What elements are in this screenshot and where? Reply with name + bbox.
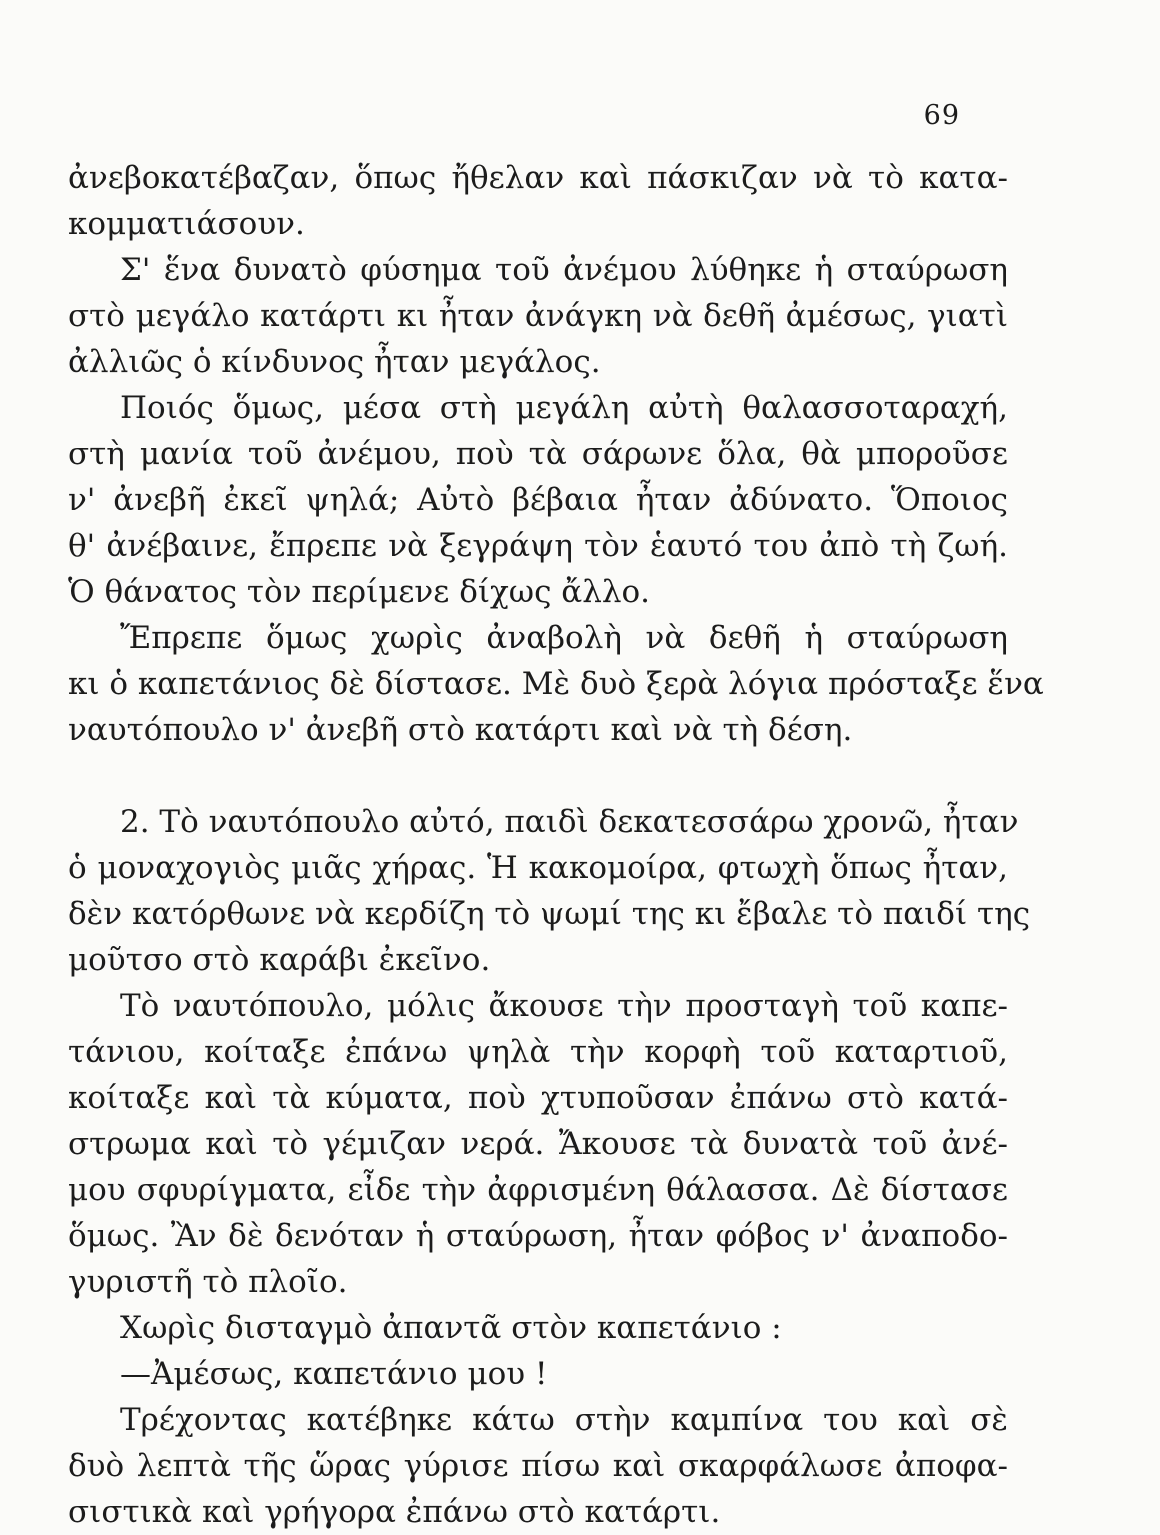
page-number: 69 xyxy=(923,100,960,131)
text-line: στὸ μεγάλο κατάρτι κι ἦταν ἀνάγκη νὰ δεθῆ ἀμέσως, γιατὶ xyxy=(68,298,1008,334)
text-line: —Ἀμέσως, καπετάνιο μου ! xyxy=(120,1356,548,1392)
text-line: δυὸ λεπτὰ τῆς ὥρας γύρισε πίσω καὶ σκαρφάλωσε ἀποφα- xyxy=(68,1448,1008,1484)
text-line: μου σφυρίγματα, εἶδε τὴν ἀφρισμένη θάλασσα. Δὲ δίστασε xyxy=(68,1172,1008,1208)
text-line: κοίταξε καὶ τὰ κύματα, ποὺ χτυποῦσαν ἐπάνω στὸ κατά- xyxy=(68,1080,1008,1116)
text-line: ναυτόπουλο ν' ἀνεβῆ στὸ κατάρτι καὶ νὰ τὴ δέση. xyxy=(68,712,853,748)
text-line: στὴ μανία τοῦ ἀνέμου, ποὺ τὰ σάρωνε ὅλα, θὰ μποροῦσε xyxy=(68,436,1008,472)
text-line: κομματιάσουν. xyxy=(68,206,305,242)
text-line: τάνιου, κοίταξε ἐπάνω ψηλὰ τὴν κορφὴ τοῦ καταρτιοῦ, xyxy=(68,1034,1008,1070)
text-line: σιστικὰ καὶ γρήγορα ἐπάνω στὸ κατάρτι. xyxy=(68,1494,721,1530)
text-line: Τρέχοντας κατέβηκε κάτω στὴν καμπίνα του καὶ σὲ xyxy=(120,1402,1008,1438)
text-line: Τὸ ναυτόπουλο, μόλις ἄκουσε τὴν προσταγὴ τοῦ καπε- xyxy=(120,988,1008,1024)
text-line: Χωρὶς δισταγμὸ ἀπαντᾶ στὸν καπετάνιο : xyxy=(120,1310,782,1346)
text-line: γυριστῆ τὸ πλοῖο. xyxy=(68,1264,348,1300)
text-line: δὲν κατόρθωνε νὰ κερδίζη τὸ ψωμί της κι ἔβαλε τὸ παιδί της xyxy=(68,896,1031,932)
text-line: Σ' ἕνα δυνατὸ φύσημα τοῦ ἀνέμου λύθηκε ἡ σταύρωση xyxy=(120,252,1008,288)
text-line: μοῦτσο στὸ καράβι ἐκεῖνο. xyxy=(68,942,491,978)
text-line: στρωμα καὶ τὸ γέμιζαν νερά. Ἄκουσε τὰ δυνατὰ τοῦ ἀνέ- xyxy=(68,1126,1008,1162)
text-line: Ὁ θάνατος τὸν περίμενε δίχως ἄλλο. xyxy=(68,574,651,610)
text-line: ἀνεβοκατέβαζαν, ὅπως ἤθελαν καὶ πάσκιζαν νὰ τὸ κατα- xyxy=(68,160,1008,196)
text-line: κι ὁ καπετάνιος δὲ δίστασε. Μὲ δυὸ ξερὰ λόγια πρόσταξε ἕνα xyxy=(68,666,1044,702)
body-text xyxy=(68,155,1044,1535)
text-line: 2. Τὸ ναυτόπουλο αὐτό, παιδὶ δεκατεσσάρω χρονῶ, ἦταν xyxy=(120,804,1019,840)
paragraph-gap xyxy=(68,753,1008,799)
text-line: Ποιός ὅμως, μέσα στὴ μεγάλη αὐτὴ θαλασσοταραχή, xyxy=(120,390,1008,426)
text-line: θ' ἀνέβαινε, ἔπρεπε νὰ ξεγράψη τὸν ἑαυτό του ἀπὸ τὴ ζωή. xyxy=(68,528,1008,564)
text-line: ν' ἀνεβῆ ἐκεῖ ψηλά; Αὐτὸ βέβαια ἦταν ἀδύνατο. Ὅποιος xyxy=(68,482,1008,518)
text-line: ὁ μοναχογιὸς μιᾶς χήρας. Ἡ κακομοίρα, φτωχὴ ὅπως ἦταν, xyxy=(68,850,1008,886)
text-line: Ἔπρεπε ὅμως χωρὶς ἀναβολὴ νὰ δεθῆ ἡ σταύρωση xyxy=(120,620,1008,656)
text-line: ὅμως. Ἂν δὲ δενόταν ἡ σταύρωση, ἦταν φόβος ν' ἀναποδο- xyxy=(68,1218,1008,1254)
text-line: ἀλλιῶς ὁ κίνδυνος ἦταν μεγάλος. xyxy=(68,344,601,380)
